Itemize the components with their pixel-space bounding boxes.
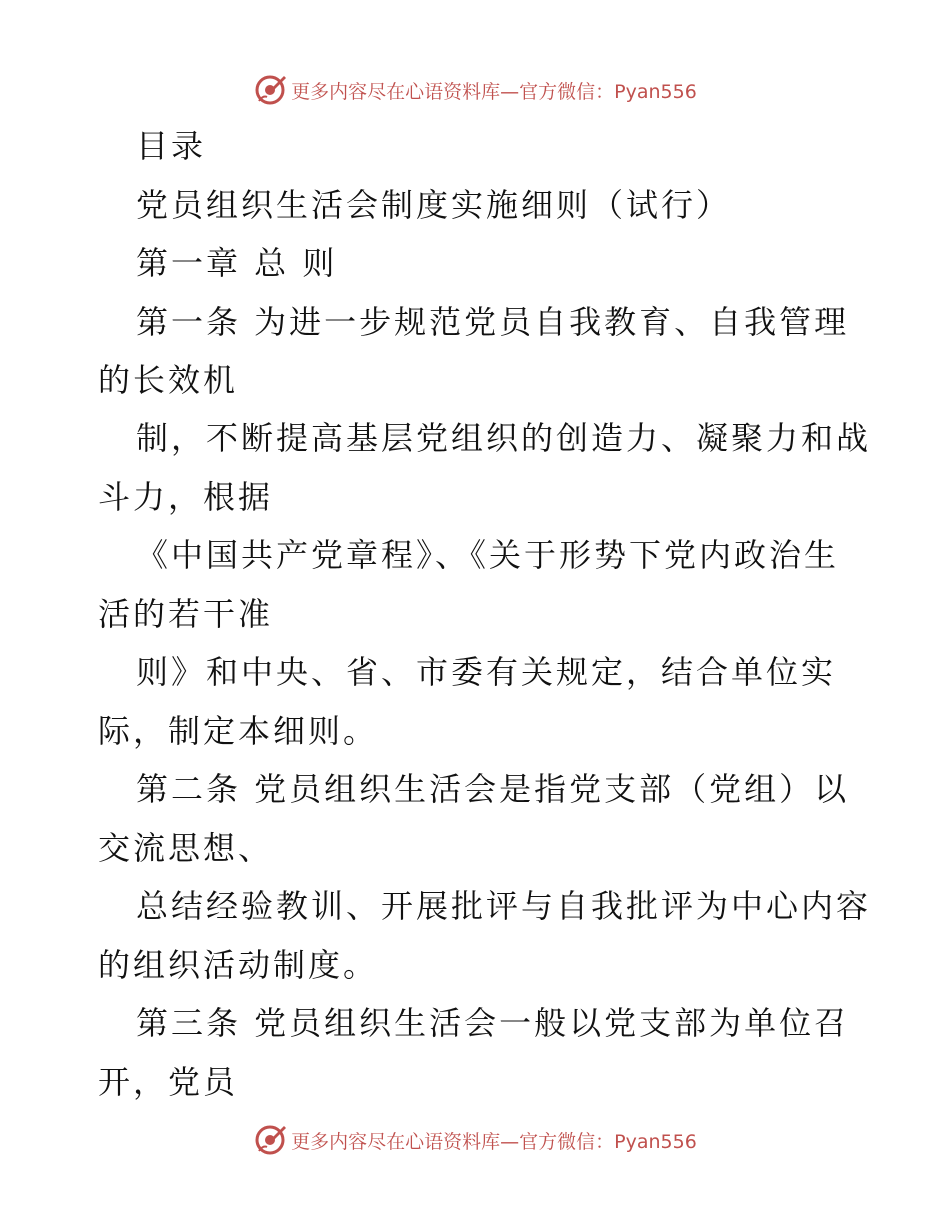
footer-banner (0, 1122, 950, 1158)
pen-logo-icon (253, 1123, 287, 1157)
toc-heading: 目录 (136, 127, 207, 165)
pen-logo-icon (253, 73, 287, 107)
paragraph-line: 的长效机 (98, 361, 239, 399)
paragraph-line: 第一条 为进一步规范党员自我教育、自我管理 (136, 303, 850, 341)
paragraph-line: 活的若干准 (98, 595, 274, 633)
document-title: 党员组织生活会制度实施细则（试行） (136, 186, 732, 224)
header-banner (0, 72, 950, 108)
header-banner-text: 更多内容尽在心语资料库—官方微信：Pyan556 (291, 80, 697, 103)
paragraph-line: 交流思想、 (98, 829, 274, 867)
footer-banner-text: 更多内容尽在心语资料库—官方微信：Pyan556 (291, 1130, 697, 1153)
paragraph-line: 际，制定本细则。 (98, 712, 379, 750)
paragraph-line: 第二条 党员组织生活会是指党支部（党组）以 (136, 770, 850, 808)
paragraph-line: 则》和中央、省、市委有关规定，结合单位实 (136, 653, 837, 691)
paragraph-line: 第三条 党员组织生活会一般以党支部为单位召 (136, 1004, 850, 1042)
paragraph-line: 制，不断提高基层党组织的创造力、凝聚力和战 (136, 419, 872, 457)
paragraph-line: 《中国共产党章程》、《关于形势下党内政治生 (136, 536, 840, 574)
paragraph-line: 斗力，根据 (98, 478, 274, 516)
paragraph-line: 的组织活动制度。 (98, 946, 379, 984)
chapter-heading: 第一章 总 则 (136, 244, 338, 282)
paragraph-line: 总结经验教训、开展批评与自我批评为中心内容 (136, 887, 872, 925)
paragraph-line: 开，党员 (98, 1063, 239, 1101)
